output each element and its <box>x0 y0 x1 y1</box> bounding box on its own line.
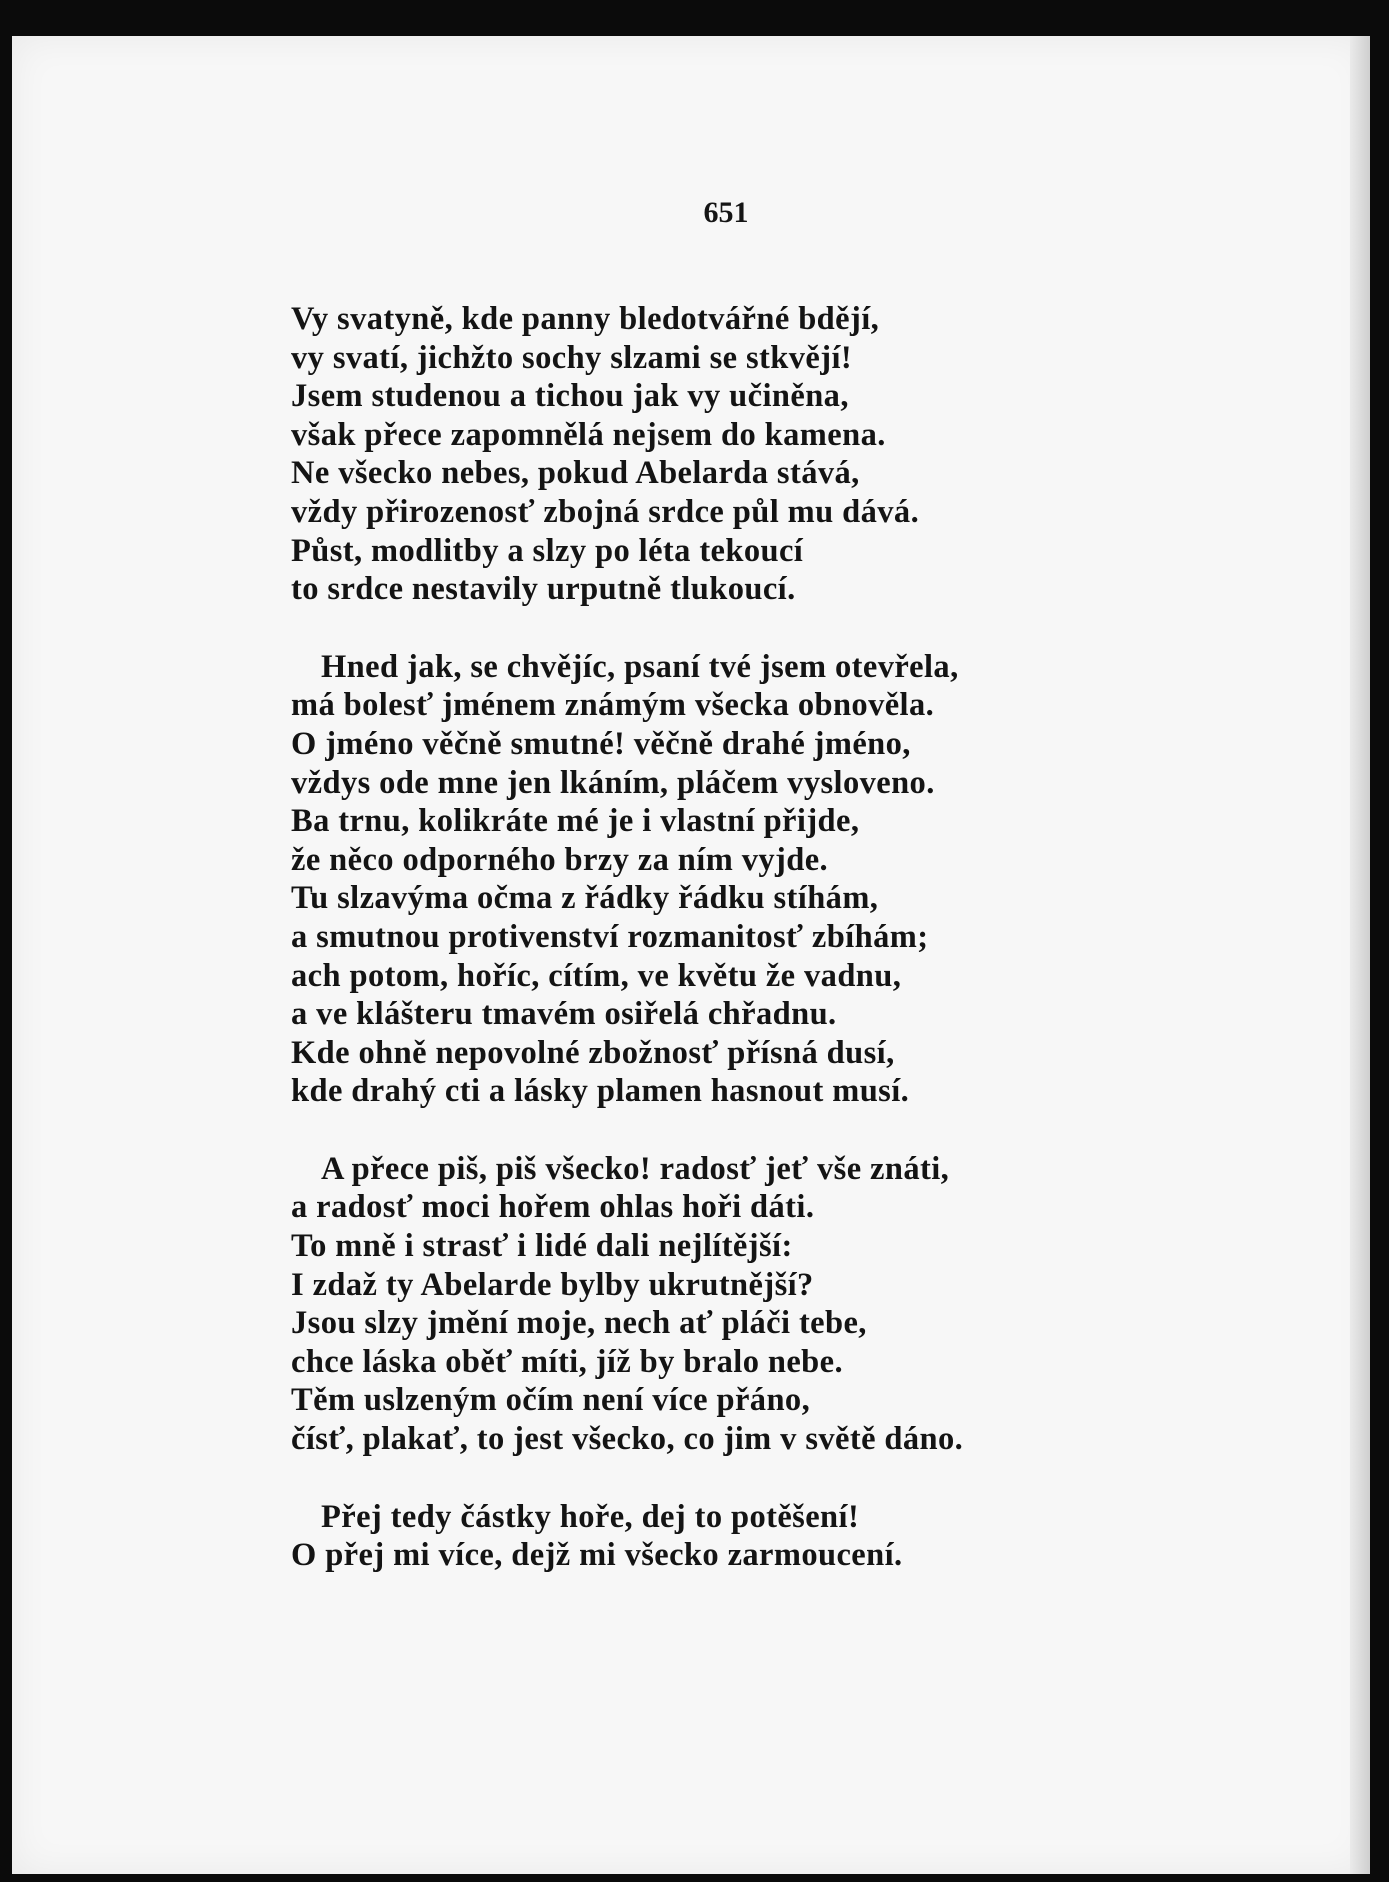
verse-line: Půst, modlitby a slzy po léta tekoucí <box>291 532 804 569</box>
verse-line: Ba trnu, kolikráte mé je i vlastní přijde, <box>291 803 860 840</box>
verse-line: To mně i strasť i lidé dali nejlítější: <box>291 1228 793 1265</box>
verse-line: a ve klášteru tmavém osiřelá chřadnu. <box>291 996 837 1033</box>
verse-line: však přece zapomnělá nejsem do kamena. <box>291 416 886 453</box>
stanza <box>291 1150 1091 1459</box>
verse-line: a radosť moci hořem ohlas hoři dáti. <box>291 1189 815 1226</box>
verse-line: Jsem studenou a tichou jak vy učiněna, <box>291 378 849 415</box>
verse-line: Tu slzavýma očma z řádky řádku stíhám, <box>291 880 879 917</box>
verse-line: vždys ode mne jen lkáním, pláčem vysloveno. <box>291 764 935 801</box>
verse-line: kde drahý cti a lásky plamen hasnout musí. <box>291 1073 910 1110</box>
verse-line: to srdce nestavily urputně tlukoucí. <box>291 571 796 608</box>
verse-line: Těm uslzeným očím není více přáno, <box>291 1382 811 1419</box>
page-number: 651 <box>703 196 749 229</box>
stanza <box>291 300 1091 609</box>
stanza <box>291 1498 1091 1575</box>
verse-line: ach potom, hoříc, cítím, ve květu že vadnu, <box>291 957 902 994</box>
page-edge-shadow <box>1350 36 1370 1874</box>
verse-line: vy svatí, jichžto sochy slzami se stkvějí! <box>291 339 853 376</box>
verse-line: a smutnou protivenství rozmanitosť zbíhám; <box>291 918 929 955</box>
verse-line: O jméno věčně smutné! věčně drahé jméno, <box>291 725 911 762</box>
verse-line: vždy přirozenosť zbojná srdce půl mu dává. <box>291 493 920 530</box>
verse-line: má bolesť jménem známým všecka obnověla. <box>291 687 935 724</box>
verse-line: Přej tedy částky hoře, dej to potěšení! <box>321 1498 860 1535</box>
verse-line: že něco odporného brzy za ním vyjde. <box>291 841 829 878</box>
verse-line: čísť, plakať, to jest všecko, co jim v světě dáno. <box>291 1421 964 1458</box>
verse-line: I zdaž ty Abelarde bylby ukrutnější? <box>291 1266 814 1303</box>
verse-line: Kde ohně nepovolné zbožnosť přísná dusí, <box>291 1034 895 1071</box>
verse-line: Vy svatyně, kde panny bledotvářné bdějí, <box>291 301 880 337</box>
verse-line: A přece piš, piš všecko! radosť jeť vše znáti, <box>321 1150 950 1187</box>
verse-line: O přej mi více, dejž mi všecko zarmoucení. <box>291 1537 903 1574</box>
verse-line: Ne všecko nebes, pokud Abelarda stává, <box>291 455 860 492</box>
verse-line: chce láska oběť míti, jíž by bralo nebe. <box>291 1343 843 1380</box>
stanza <box>291 648 1091 1111</box>
verse-line: Jsou slzy jmění moje, nech ať pláči tebe, <box>291 1305 867 1342</box>
poem-body <box>291 300 1091 1614</box>
verse-line: Hned jak, se chvějíc, psaní tvé jsem otevřela, <box>321 648 959 685</box>
book-page <box>12 36 1370 1874</box>
